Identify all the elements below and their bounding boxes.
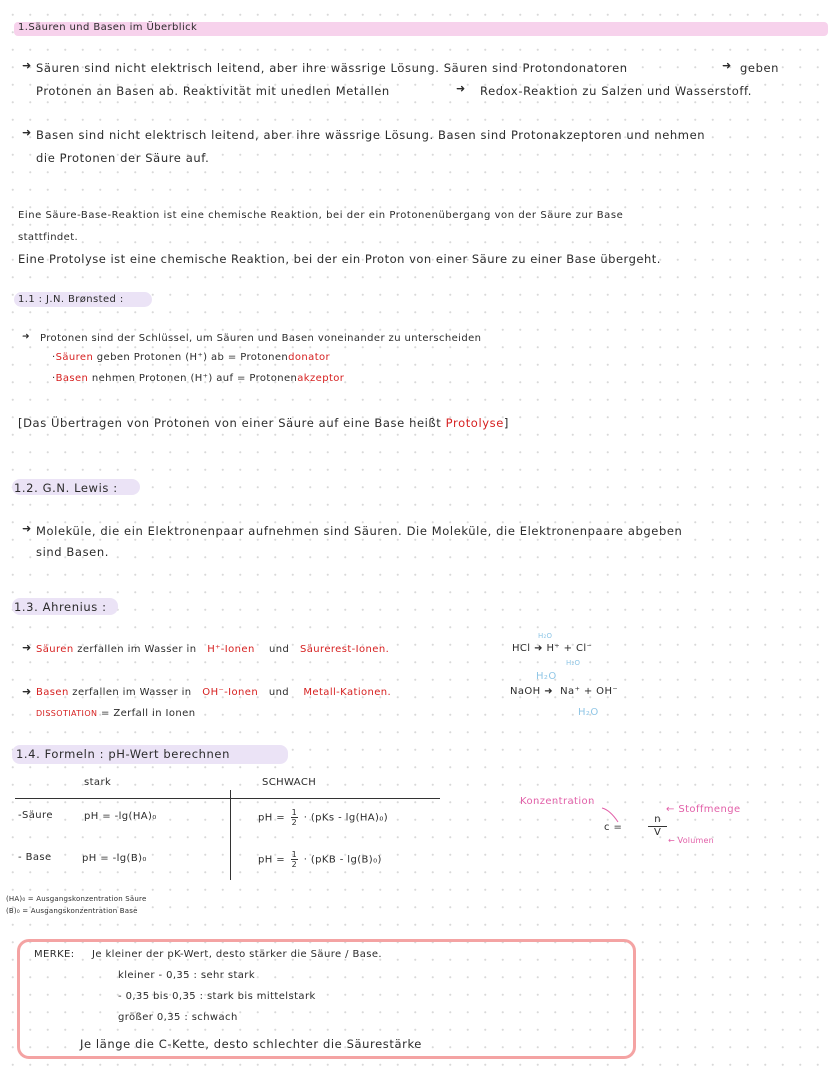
table-hline <box>15 798 440 799</box>
arrow-icon: ➜ <box>22 641 32 654</box>
legend-base: (B)₀ = Ausgangskonzentration Base <box>6 907 138 915</box>
arrow-icon: ➜ <box>534 643 543 654</box>
dissociation-term: DISSOTIATION <box>36 709 98 718</box>
base-ion2: Metall-Kationen. <box>303 687 392 698</box>
note-end: ] <box>503 416 510 430</box>
arrow-icon: ➜ <box>22 59 32 72</box>
bronsted-acid-line: ·Säuren geben Protonen (H⁺) ab = Protonendonator <box>52 352 331 363</box>
eq1-right: H⁺ + Cl⁻ <box>546 643 593 654</box>
eq1 <box>512 643 592 654</box>
arrow-icon: ➜ <box>456 82 466 95</box>
acid-strong-formula: pH = -lg(HA)₀ <box>84 811 157 822</box>
bronsted-base-line: ·Basen nehmen Protonen (H⁺) auf = Protonenakzeptor <box>52 373 345 384</box>
half-fraction: $\frac{1}{2}$ <box>291 808 298 827</box>
intro-p1-line2-end: Redox-Reaktion zu Salzen und Wasserstoff. <box>480 84 753 98</box>
intro-p1-line1: Säuren sind nicht elektrisch leitend, aber ihre wässrige Lösung. Säuren sind Protondonatoren <box>36 61 628 75</box>
bronsted-note <box>18 416 509 430</box>
c-fraction: $\frac{n}{V}$ <box>646 814 669 839</box>
acid-ion2: Säurerest-Ionen. <box>300 644 390 655</box>
dissociation-def: = Zerfall in Ionen <box>101 708 196 719</box>
dissociation-line <box>36 708 195 719</box>
acid-ion1: H⁺-Ionen <box>207 644 255 655</box>
row-acid: -Säure <box>18 810 53 821</box>
intro-p2-line2: die Protonen der Säure auf. <box>36 151 210 165</box>
lewis-line2: sind Basen. <box>36 545 109 559</box>
base-and: und <box>268 687 290 698</box>
definition-line1: Eine Säure-Base-Reaktion ist eine chemische Reaktion, bei der ein Protonenübergang von der Säure zur Base <box>18 210 624 221</box>
section-heading-arrhenius: 1.3. Ahrenius : <box>14 600 107 614</box>
arrow-icon: ➜ <box>22 522 32 535</box>
arrhenius-acid-line <box>36 644 389 655</box>
eq1-over: H₂O <box>538 632 553 640</box>
eq2 <box>510 686 618 697</box>
acid-term: donator <box>288 352 331 363</box>
arrow-icon: ➜ <box>544 686 553 697</box>
eq1-under: H₂O <box>566 659 581 667</box>
section-heading-overview: 1.Säuren und Basen im Überblick <box>18 22 198 33</box>
base-text: nehmen Protonen (H⁺) auf = Protonen <box>91 373 298 384</box>
arrow-icon: ➜ <box>22 332 30 342</box>
eq2-left: NaOH <box>510 686 541 697</box>
eq2-over: H₂O <box>536 671 557 682</box>
merke-label: MERKE: <box>34 949 75 960</box>
table-vline <box>230 790 231 880</box>
col-strong: stark <box>84 777 112 788</box>
acid-word: Säuren <box>36 644 74 655</box>
col-weak: SCHWACH <box>262 777 317 788</box>
acid-mid: zerfallen im Wasser in <box>77 644 197 655</box>
intro-p1-line2: Protonen an Basen ab. Reaktivität mit unedlen Metallen <box>36 84 390 98</box>
note-term: Protolyse <box>445 416 504 430</box>
base-mid: zerfallen im Wasser in <box>72 687 192 698</box>
section-heading-formulas: 1.4. Formeln : pH-Wert berechnen <box>16 747 230 761</box>
row-base: - Base <box>18 852 52 863</box>
acid-weak-formula: pH = $\frac{1}{2}$ · (pKs - lg(HA)₀) <box>258 808 389 827</box>
base-word: Basen <box>36 687 69 698</box>
eq2-under: H₂O <box>578 707 599 718</box>
n-label: ← Stoffmenge <box>666 804 741 815</box>
arrow-icon: ➜ <box>22 685 32 698</box>
arrow-icon: ➜ <box>722 59 732 72</box>
definition-line3: Eine Protolyse ist eine chemische Reaktion, bei der ein Proton von einer Säure zu einer Base übergeht. <box>18 252 661 266</box>
intro-p1-line1-end: geben <box>740 61 780 75</box>
base-term: akzeptor <box>297 373 345 384</box>
merke-last-line: Je länge die C-Kette, desto schlechter die Säurestärke <box>80 1037 422 1051</box>
base-word: Basen <box>55 373 89 384</box>
note-start: [Das Übertragen von Protonen von einer Säure auf eine Base heißt <box>18 416 442 430</box>
merke-line1: Je kleiner der pK-Wert, desto stärker die Säure / Base. <box>92 949 382 960</box>
section-heading-bronsted: 1.1 : J.N. Brønsted : <box>18 294 124 305</box>
acid-word: Säuren <box>55 352 94 363</box>
v-label: ← Volumen <box>668 836 714 845</box>
merke-row3: größer 0,35 : schwach <box>118 1012 238 1023</box>
intro-p2-line1: Basen sind nicht elektrisch leitend, aber ihre wässrige Lösung. Basen sind Protonakzeptoren und nehmen <box>36 128 706 142</box>
merke-row2: - 0,35 bis 0,35 : stark bis mittelstark <box>118 991 316 1002</box>
acid-text: geben Protonen (H⁺) ab = Protonen <box>96 352 289 363</box>
merke-row1: kleiner - 0,35 : sehr stark <box>118 970 256 981</box>
bronsted-line1: Protonen sind der Schlüssel, um Säuren und Basen voneinander zu unterscheiden <box>40 333 482 344</box>
base-strong-formula: pH = -lg(B)₀ <box>82 853 147 864</box>
base-weak-formula: pH = $\frac{1}{2}$ · (pKB - lg(B)₀) <box>258 850 382 869</box>
c-formula-lhs: c = <box>604 822 623 833</box>
half-fraction: $\frac{1}{2}$ <box>291 850 298 869</box>
conc-label: Konzentration <box>520 796 595 807</box>
eq1-left: HCl <box>512 643 531 654</box>
legend-acid: (HA)₀ = Ausgangskonzentration Säure <box>6 895 147 903</box>
base-ion1: OH⁻-Ionen <box>202 687 259 698</box>
definition-line2: stattfindet. <box>18 232 79 243</box>
section-heading-lewis: 1.2. G.N. Lewis : <box>14 481 118 495</box>
lewis-line1: Moleküle, die ein Elektronenpaar aufnehmen sind Säuren. Die Moleküle, die Elektronenpaare abgeben <box>36 524 683 538</box>
arrhenius-base-line <box>36 687 391 698</box>
eq2-right: Na⁺ + OH⁻ <box>560 686 619 697</box>
acid-and: und <box>269 644 290 655</box>
arrow-icon: ➜ <box>22 126 32 139</box>
